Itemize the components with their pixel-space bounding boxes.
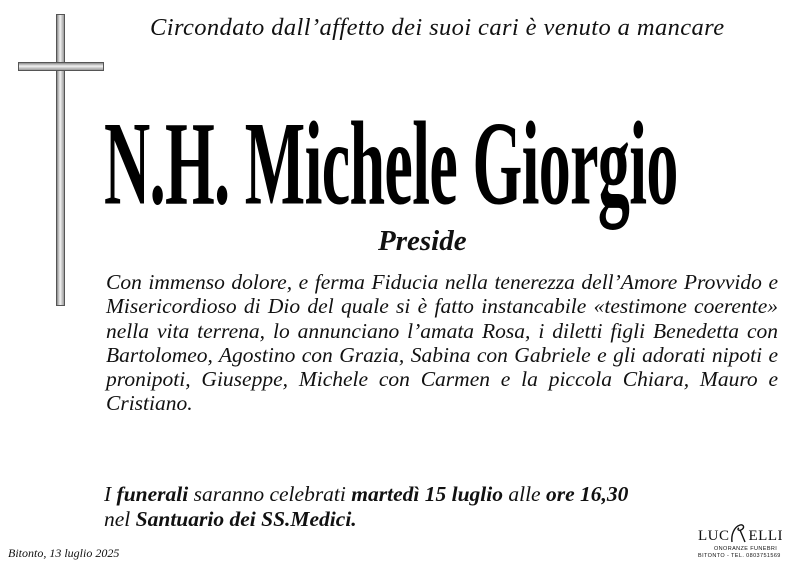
funeral-time: ore 16,30 (545, 482, 629, 506)
logo-name-right: ELLI (748, 528, 783, 544)
funeral-home-logo (698, 528, 794, 562)
announcement-text: Con immenso dolore, e ferma Fiducia nella tenerezza dell’Amore Provvido e Misericordioso di Dio del quale si è fatto instancabile «testimone coerente» nella vita terrena, lo annunciano l’amata Rosa, i diletti figli Benedetta con Bartolomeo, Agostino con Grazia, Sabina con Gabriele e gli adorati nipoti e pronipoti, Giuseppe, Michele con Carmen e la piccola Chiara, Mauro e Cristiano. (106, 270, 778, 416)
logo-subtitle-line1: ONORANZE FUNEBRI (714, 546, 778, 552)
deceased-name: N.H. Michele Giorgio (104, 96, 678, 230)
funeral-day: martedì 15 luglio (351, 482, 503, 506)
funeral-keyword: funerali (116, 482, 189, 506)
funeral-location: Santuario dei SS.Medici. (135, 506, 357, 531)
logo-mark-icon (728, 523, 748, 543)
logo-name-left: LUC (698, 528, 730, 544)
funeral-text: saranno celebrati (188, 482, 352, 506)
logo-subtitle-line2: BITONTO - TEL. 0803751569 (698, 553, 781, 559)
cross-icon (18, 14, 104, 306)
cross-vertical-bar (56, 14, 65, 306)
cross-horizontal-bar (18, 62, 104, 71)
place-date: Bitonto, 13 luglio 2025 (8, 546, 120, 560)
deceased-title: Preside (378, 225, 467, 257)
announcement-body (106, 270, 778, 416)
funeral-text: I (104, 482, 117, 506)
funeral-details (104, 482, 784, 531)
funeral-text: alle (502, 482, 546, 506)
intro-text: Circondato dall’affetto dei suoi cari è venuto a mancare (150, 14, 725, 41)
logo-subtitle (698, 546, 794, 560)
funeral-text: nel (104, 506, 136, 531)
